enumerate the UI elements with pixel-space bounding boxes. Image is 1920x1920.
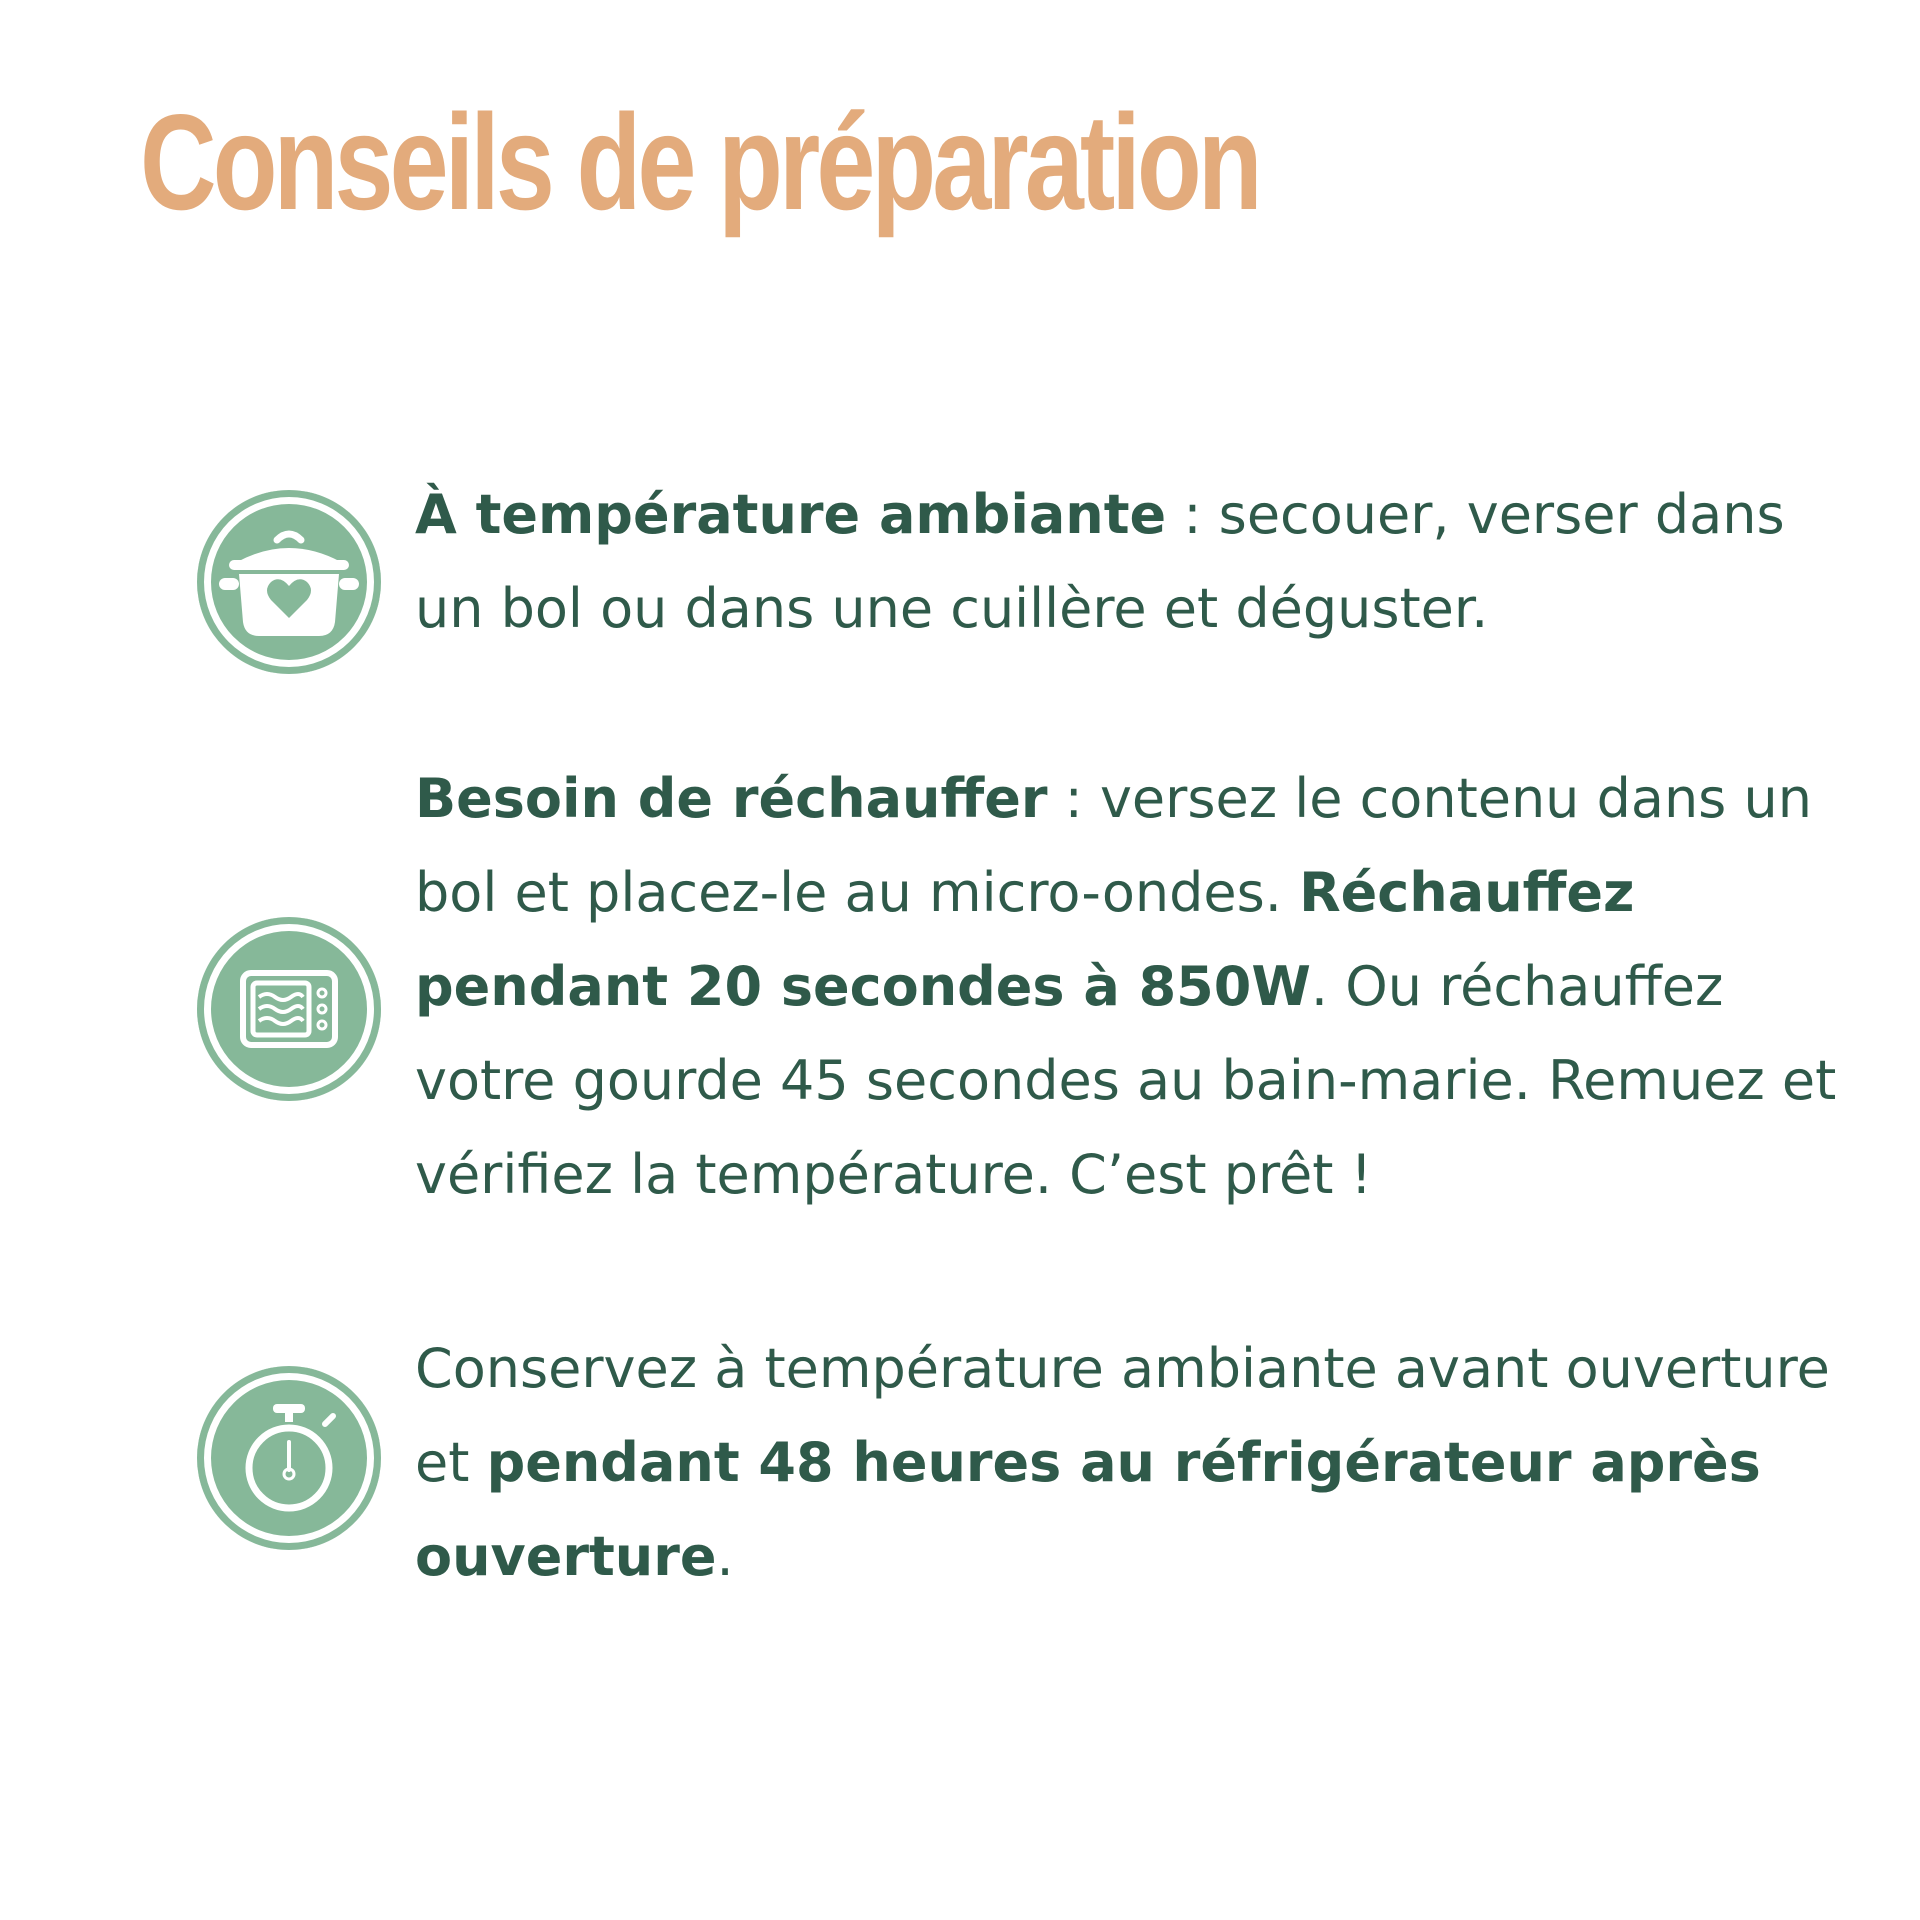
tip-room-temperature-lead: À température ambiante [415,483,1167,546]
page-title: Conseils de préparation [140,86,1259,238]
tip-storage-body: Conservez à température ambiante avant ouverture et [415,1337,1830,1494]
tip-reheat-body: : versez le contenu dans un bol et placez-le au micro-ondes. [415,767,1812,924]
tip-storage-body-end: . [716,1525,734,1588]
cooking-pot-heart-icon [197,490,381,674]
tip-reheat-text [415,752,1845,1222]
tip-storage-text [415,1322,1845,1604]
tip-reheat-lead: Besoin de réchauffer [415,767,1048,830]
tip-room-temperature-body: : secouer, verser dans un bol ou dans une cuillère et déguster. [415,483,1785,640]
tip-storage-highlight: pendant 48 heures au réfrigérateur après ouverture [415,1431,1761,1588]
microwave-icon [197,917,381,1101]
stopwatch-icon [197,1366,381,1550]
tip-reheat-body-end: . Ou réchauffez votre gourde 45 secondes au bain-marie. Remuez et vérifiez la température. C’est prêt ! [415,955,1837,1206]
tip-room-temperature-text [415,468,1845,656]
tip-reheat-highlight: Réchauffez pendant 20 secondes à 850W [415,861,1635,1018]
